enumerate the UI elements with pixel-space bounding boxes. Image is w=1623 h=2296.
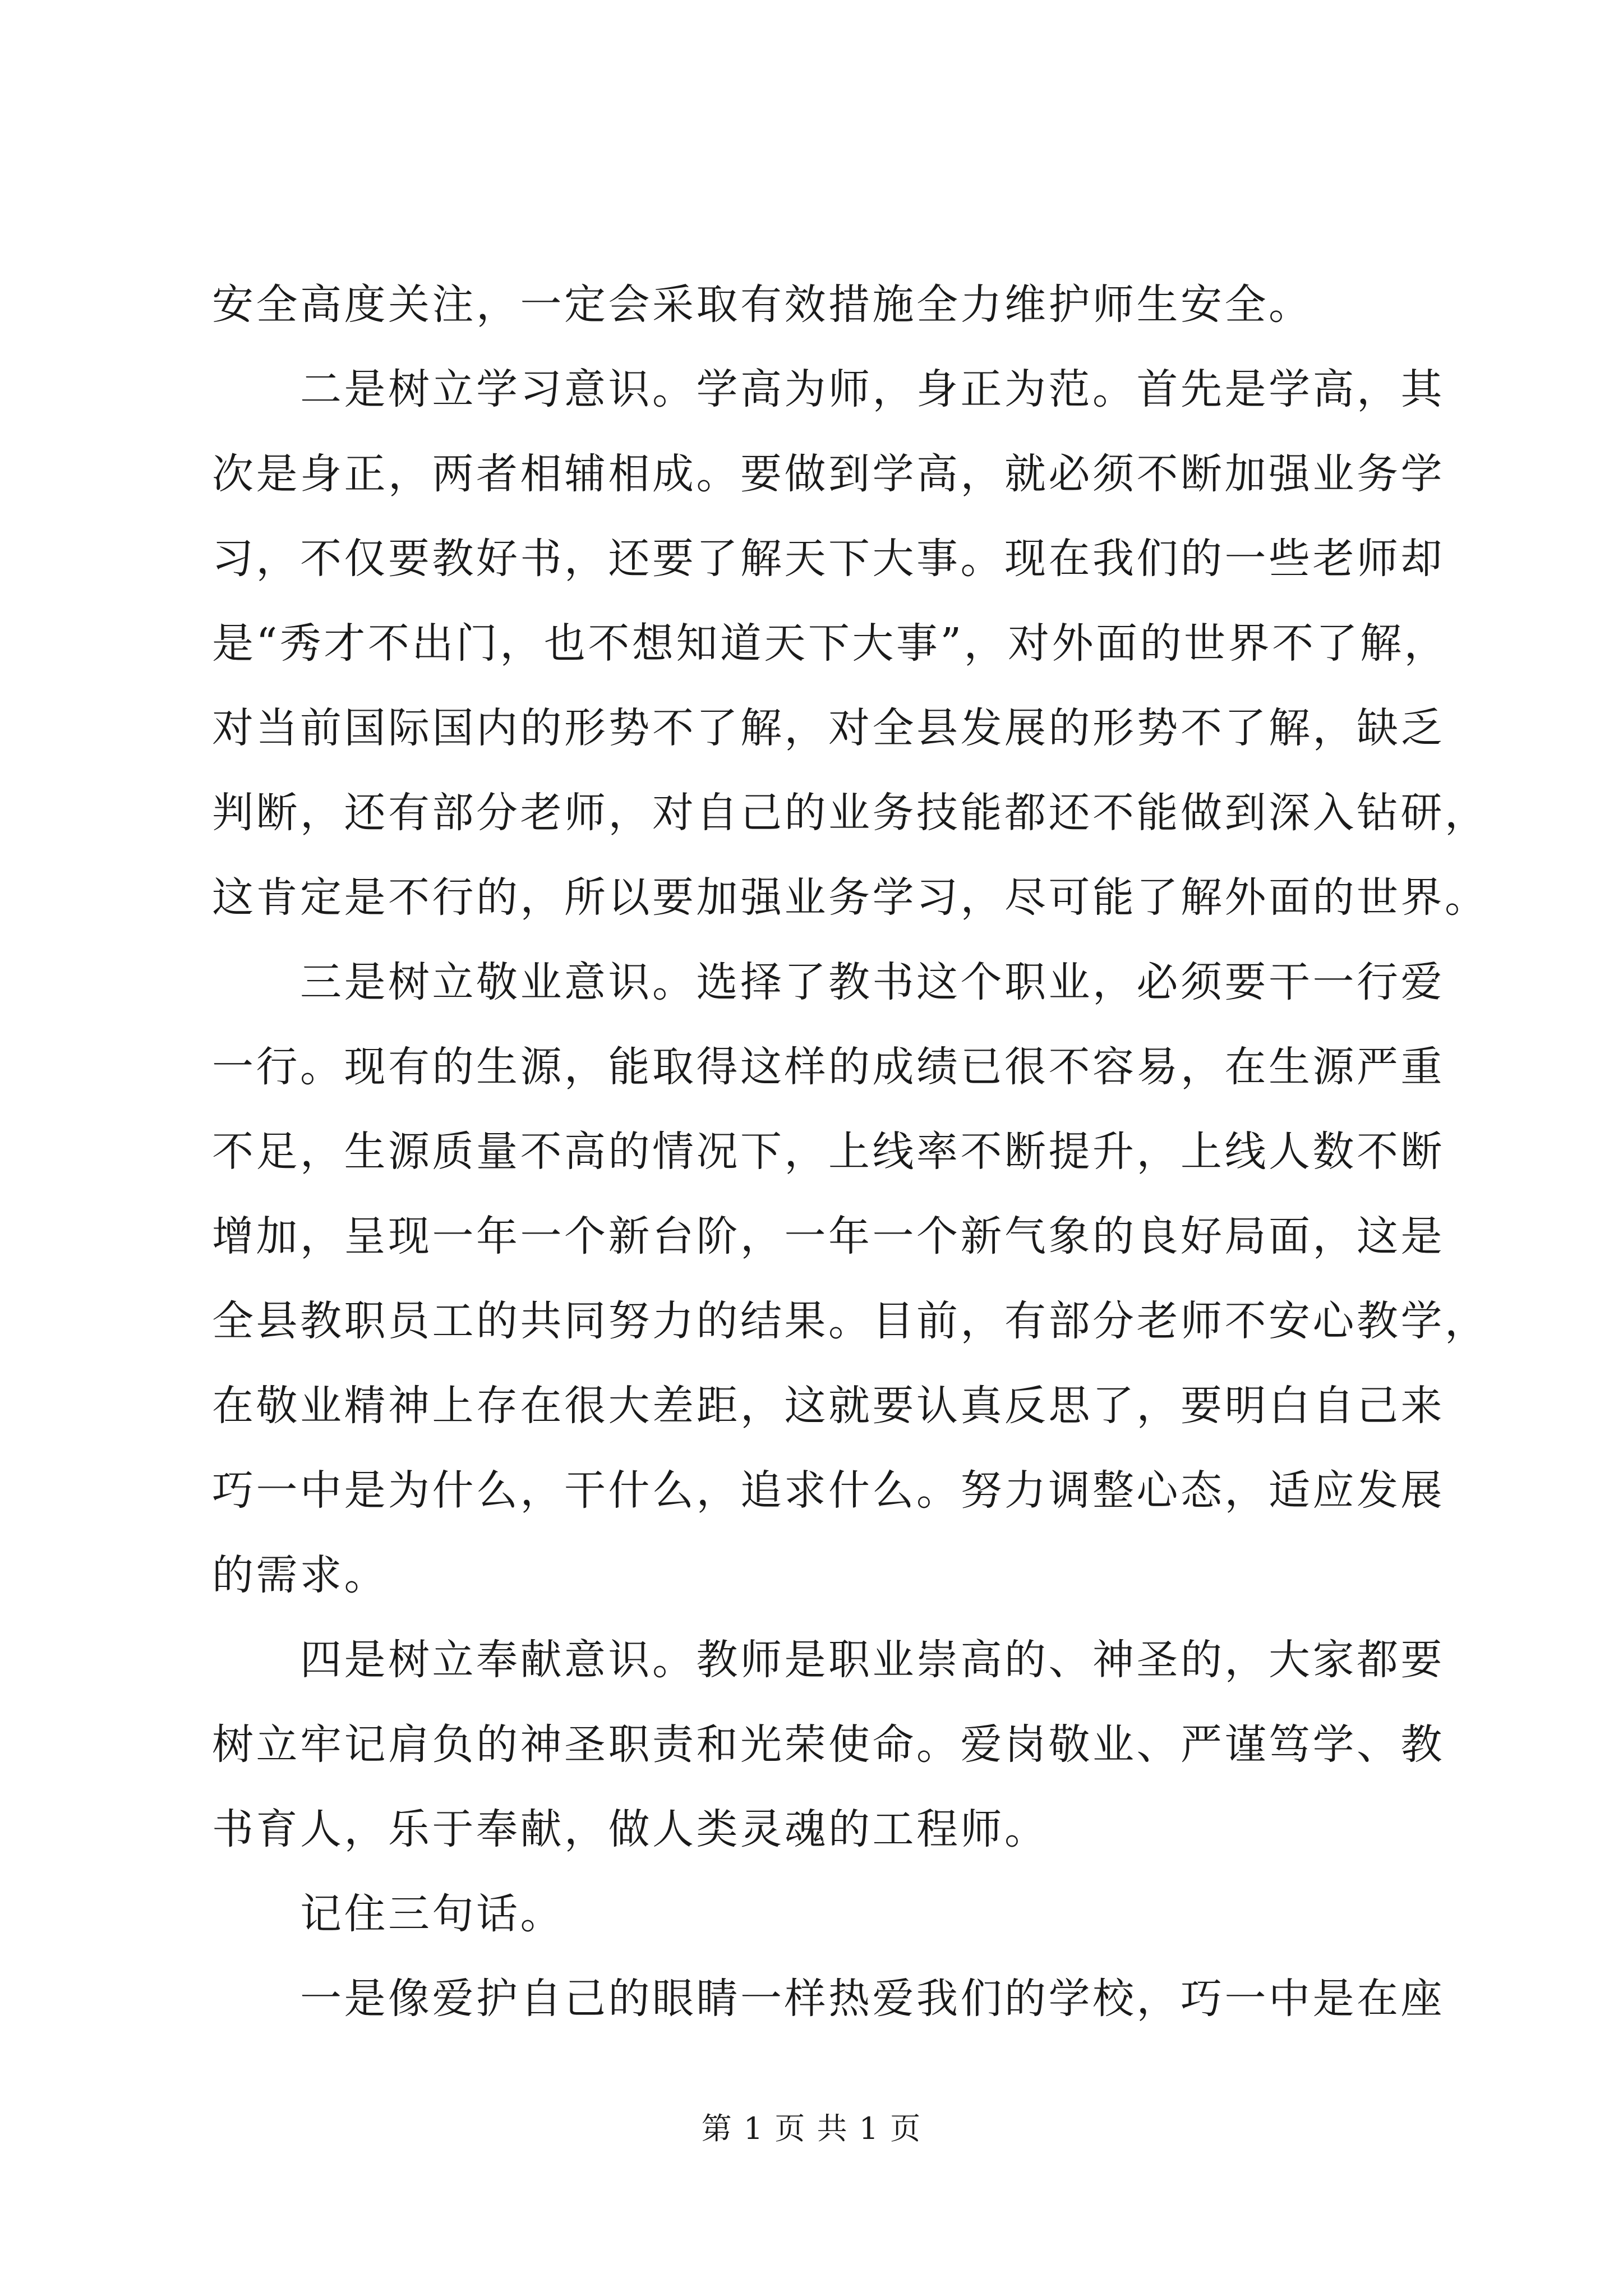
page-footer — [0, 2109, 1623, 2148]
text-line: 全县教职员工的共同努力的结果。目前，有部分老师不安心教学， — [212, 1297, 1489, 1345]
text-line: 的需求。 — [212, 1551, 388, 1599]
text-line: 一行。现有的生源，能取得这样的成绩已很不容易，在生源严重 — [212, 1043, 1445, 1091]
text-line: 记住三句话。 — [300, 1890, 564, 1938]
page-number-label: 第 1 页 共 1 页 — [701, 2111, 922, 2146]
text-line: 四是树立奉献意识。教师是职业崇高的、神圣的，大家都要 — [300, 1636, 1445, 1684]
text-line: 是“秀才不出门，也不想知道天下大事”，对外面的世界不了解， — [212, 619, 1449, 668]
text-line: 对当前国际国内的形势不了解，对全县发展的形势不了解，缺乏 — [212, 704, 1445, 752]
text-line: 巧一中是为什么，干什么，追求什么。努力调整心态，适应发展 — [212, 1466, 1445, 1515]
text-line: 安全高度关注，一定会采取有效措施全力维护师生安全。 — [212, 280, 1313, 329]
text-line: 三是树立敬业意识。选择了教书这个职业，必须要干一行爱 — [300, 958, 1445, 1006]
text-line: 书育人，乐于奉献，做人类灵魂的工程师。 — [212, 1805, 1049, 1853]
text-line: 习，不仅要教好书，还要了解天下大事。现在我们的一些老师却 — [212, 535, 1445, 583]
text-line: 不足，生源质量不高的情况下，上线率不断提升，上线人数不断 — [212, 1128, 1445, 1176]
text-line: 树立牢记肩负的神圣职责和光荣使命。爱岗敬业、严谨笃学、教 — [212, 1720, 1445, 1769]
document-body — [212, 263, 1489, 2041]
text-line: 次是身正，两者相辅相成。要做到学高，就必须不断加强业务学 — [212, 450, 1445, 498]
text-line: 一是像爱护自己的眼睛一样热爱我们的学校，巧一中是在座 — [300, 1975, 1445, 2023]
text-line: 这肯定是不行的，所以要加强业务学习，尽可能了解外面的世界。 — [212, 873, 1489, 922]
text-line: 增加，呈现一年一个新台阶，一年一个新气象的良好局面，这是 — [212, 1212, 1445, 1260]
text-line: 二是树立学习意识。学高为师，身正为范。首先是学高，其 — [300, 365, 1445, 413]
text-line: 在敬业精神上存在很大差距，这就要认真反思了，要明白自己来 — [212, 1382, 1445, 1430]
text-line: 判断，还有部分老师，对自己的业务技能都还不能做到深入钻研， — [212, 789, 1489, 837]
